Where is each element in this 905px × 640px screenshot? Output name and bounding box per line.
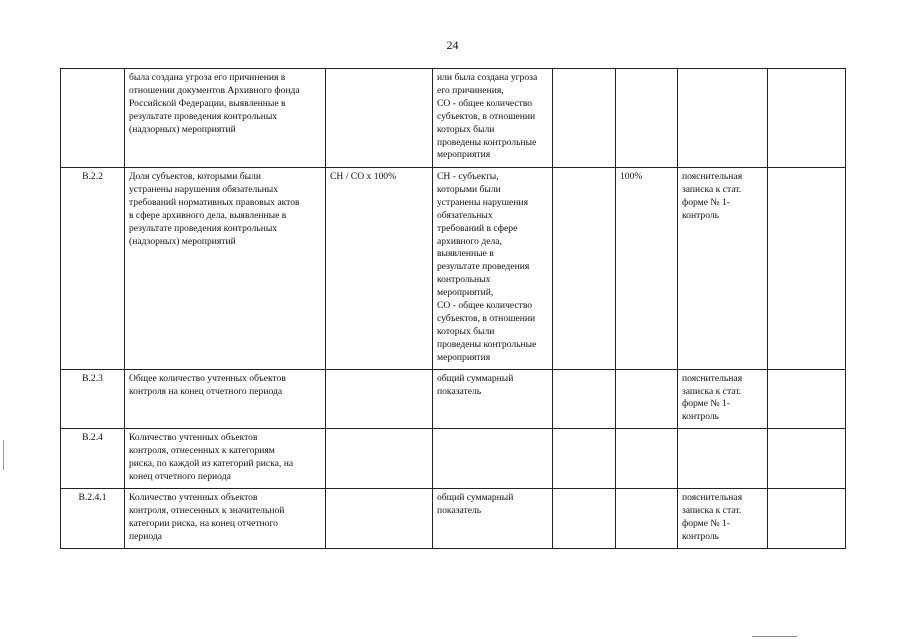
indicator-name: Общее количество учтенных объектов контроля на конец отчетного периода (125, 369, 326, 429)
indicator-formula (326, 489, 433, 549)
indicator-source: пояснительная записка к стат. форме № 1- контроль (678, 369, 768, 429)
indicator-col8 (768, 369, 846, 429)
indicator-target (616, 69, 678, 168)
indicators-table (60, 68, 846, 549)
indicator-formula (326, 369, 433, 429)
indicator-col5 (553, 429, 616, 489)
table-row (61, 69, 846, 168)
indicator-col8 (768, 69, 846, 168)
indicator-target (616, 429, 678, 489)
table-row (61, 168, 846, 370)
table-row (61, 429, 846, 489)
indicator-description: или была создана угроза его причинения, CO - общее количество субъектов, в отношении которых были проведены контрольные мероприятия (433, 69, 553, 168)
indicator-source: пояснительная записка к стат. форме № 1- контроль (678, 168, 768, 370)
indicator-name: Доля субъектов, которыми были устранены нарушения обязательных требований нормативных правовых актов в сфере архивного дела, выявленные в результате проведения контрольных (надзорных) мероприятий (125, 168, 326, 370)
indicator-code (61, 69, 125, 168)
indicator-name: Количество учтенных объектов контроля, отнесенных к значительной категории риска, на конец отчетного периода (125, 489, 326, 549)
indicator-col8 (768, 429, 846, 489)
indicator-name: Количество учтенных объектов контроля, отнесенных к категориям риска, по каждой из категорий риска, на конец отчетного периода (125, 429, 326, 489)
table-row (61, 369, 846, 429)
indicator-col8 (768, 168, 846, 370)
indicator-description: CH - субъекты, которыми были устранены нарушения обязательных требований в сфере архивного дела, выявленные в результате проведения контрольных мероприятий, CO - общее количество субъектов, в отношении которых были проведены контрольные мероприятия (433, 168, 553, 370)
page-number: 24 (446, 38, 459, 52)
table-row (61, 489, 846, 549)
indicator-target: 100% (616, 168, 678, 370)
indicator-target (616, 369, 678, 429)
indicator-target (616, 489, 678, 549)
scan-edge-mark (3, 440, 4, 470)
indicator-formula (326, 429, 433, 489)
indicator-code: В.2.3 (61, 369, 125, 429)
indicator-description: общий суммарный показатель (433, 369, 553, 429)
indicator-code: В.2.2 (61, 168, 125, 370)
indicator-code: В.2.4 (61, 429, 125, 489)
indicator-col5 (553, 69, 616, 168)
indicator-description (433, 429, 553, 489)
indicator-description: общий суммарный показатель (433, 489, 553, 549)
indicator-formula: CH / CO x 100% (326, 168, 433, 370)
indicator-name: была создана угроза его причинения в отношении документов Архивного фонда Российской Федерации, выявленные в результате проведения контрольных (надзорных) мероприятий (125, 69, 326, 168)
indicator-col5 (553, 369, 616, 429)
indicator-formula (326, 69, 433, 168)
indicator-col5 (553, 168, 616, 370)
indicator-source (678, 69, 768, 168)
indicator-code: В.2.4.1 (61, 489, 125, 549)
indicator-source (678, 429, 768, 489)
indicator-source: пояснительная записка к стат. форме № 1- контроль (678, 489, 768, 549)
scan-edge-mark (752, 636, 797, 637)
indicator-col8 (768, 489, 846, 549)
indicator-col5 (553, 489, 616, 549)
